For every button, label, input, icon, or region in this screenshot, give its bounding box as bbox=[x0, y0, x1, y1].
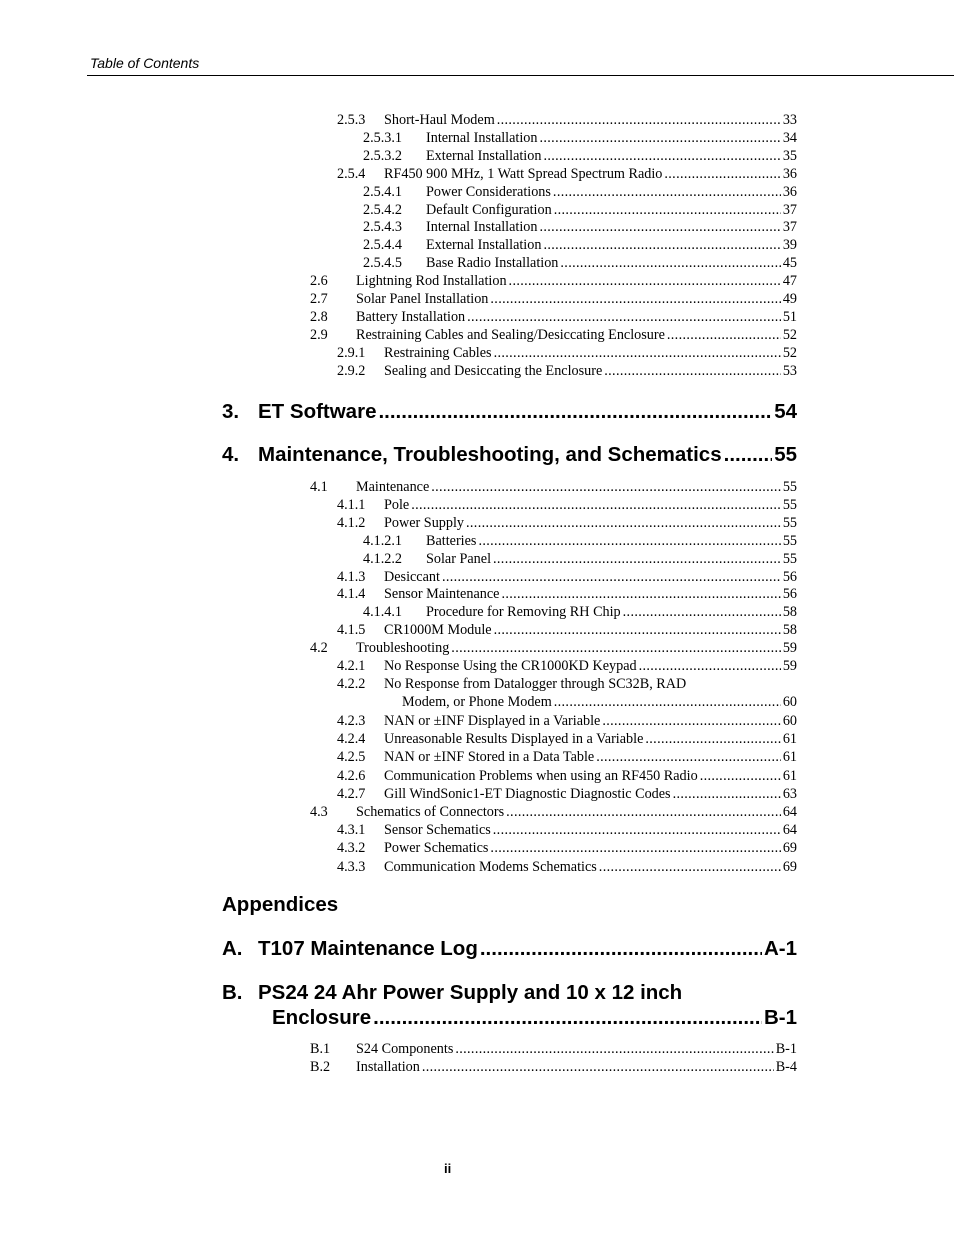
entry-title: No Response Using the CR1000KD Keypad bbox=[384, 658, 637, 674]
dot-leader bbox=[724, 442, 773, 468]
entry-title: NAN or ±INF Displayed in a Variable bbox=[384, 713, 601, 729]
entry-line bbox=[384, 514, 797, 532]
entry-title: External Installation bbox=[426, 147, 542, 164]
entry-line bbox=[426, 603, 797, 621]
entry-title: External Installation bbox=[426, 237, 542, 254]
entry-page: 45 bbox=[782, 255, 797, 272]
toc-entry[interactable] bbox=[0, 1040, 954, 1058]
toc-entry[interactable] bbox=[0, 165, 954, 183]
toc-entry[interactable] bbox=[0, 821, 954, 839]
entry-title: NAN or ±INF Stored in a Data Table bbox=[384, 749, 595, 766]
entry-title: RF450 900 MHz, 1 Watt Spread Spectrum Radio bbox=[384, 165, 663, 182]
toc-entry[interactable] bbox=[0, 514, 954, 532]
dot-leader bbox=[554, 693, 781, 711]
appendix-title: T107 Maintenance Log bbox=[258, 937, 478, 960]
entry-title: Sealing and Desiccating the Enclosure bbox=[384, 362, 603, 379]
toc-entry[interactable] bbox=[0, 218, 954, 236]
toc-entry[interactable] bbox=[0, 308, 954, 326]
entry-line bbox=[426, 236, 797, 254]
dot-leader bbox=[560, 254, 780, 272]
dot-leader bbox=[509, 272, 781, 290]
entry-title: Internal Installation bbox=[426, 219, 538, 236]
entry-line bbox=[426, 129, 797, 147]
entry-line bbox=[356, 326, 797, 344]
entry-number: 2.9.1 bbox=[337, 344, 366, 361]
entry-page: 49 bbox=[782, 291, 797, 307]
entry-line bbox=[356, 308, 797, 326]
entry-title: Desiccant bbox=[384, 568, 440, 585]
entry-line bbox=[426, 147, 797, 165]
toc-entry[interactable] bbox=[0, 478, 954, 496]
entry-title: Power Considerations bbox=[426, 183, 551, 200]
entry-number: 2.9.2 bbox=[337, 362, 366, 379]
entry-title: Communication Modems Schematics bbox=[384, 858, 597, 875]
entry-page: 55 bbox=[782, 479, 797, 495]
entry-number: 2.9 bbox=[310, 326, 328, 343]
entry-line bbox=[356, 1040, 797, 1058]
chapter-title: ET Software bbox=[258, 400, 377, 423]
entry-title: Short-Haul Modem bbox=[384, 112, 495, 128]
entry-line bbox=[384, 568, 797, 586]
entry-title: Internal Installation bbox=[426, 129, 538, 146]
entry-page: 61 bbox=[782, 749, 797, 766]
entry-title: Default Configuration bbox=[426, 201, 552, 218]
toc-entry[interactable] bbox=[0, 183, 954, 201]
dot-leader bbox=[497, 111, 781, 129]
toc-entry[interactable] bbox=[0, 785, 954, 803]
entry-page: 52 bbox=[782, 344, 797, 361]
toc-entry[interactable] bbox=[0, 496, 954, 514]
entry-number: 4.1.3 bbox=[337, 568, 366, 585]
entry-line bbox=[384, 496, 797, 514]
dot-leader bbox=[490, 290, 780, 308]
entry-line bbox=[384, 767, 797, 785]
toc-entry[interactable] bbox=[0, 147, 954, 165]
toc-entry[interactable] bbox=[0, 585, 954, 603]
entry-title: Power Supply bbox=[384, 514, 465, 531]
dot-leader bbox=[604, 362, 781, 380]
chapter-page: 55 bbox=[774, 443, 797, 466]
entry-title-line-2: Modem, or Phone Modem bbox=[402, 694, 552, 710]
dot-leader bbox=[442, 568, 781, 586]
dot-leader bbox=[596, 748, 781, 766]
toc-entry[interactable] bbox=[0, 254, 954, 272]
entry-line bbox=[426, 201, 797, 219]
entry-page: 35 bbox=[782, 147, 797, 164]
entry-line bbox=[384, 657, 797, 675]
appendix-letter: A. bbox=[222, 937, 243, 960]
toc-entry[interactable] bbox=[0, 362, 954, 380]
dot-leader bbox=[645, 730, 780, 748]
entry-title: Gill WindSonic1-ET Diagnostic Diagnostic Codes bbox=[384, 785, 671, 802]
toc-entry[interactable] bbox=[0, 532, 954, 550]
appendix-letter: B. bbox=[222, 981, 243, 1004]
dot-leader bbox=[411, 496, 781, 514]
appendix-a-heading[interactable] bbox=[222, 936, 797, 962]
entry-page: 59 bbox=[782, 640, 797, 657]
chapter-4-heading[interactable] bbox=[222, 442, 797, 468]
entry-number: 4.3.2 bbox=[337, 840, 366, 857]
entry-line bbox=[384, 821, 797, 839]
entry-number: 2.8 bbox=[310, 308, 328, 325]
dot-leader bbox=[431, 478, 781, 496]
toc-entry[interactable] bbox=[0, 236, 954, 254]
entry-title: Schematics of Connectors bbox=[356, 804, 505, 820]
entry-line bbox=[384, 730, 797, 748]
dot-leader bbox=[554, 201, 781, 219]
dot-leader bbox=[494, 344, 781, 362]
toc-entry[interactable] bbox=[0, 272, 954, 290]
entry-number: B.1 bbox=[310, 1041, 331, 1057]
entry-title: Sensor Schematics bbox=[384, 822, 491, 839]
toc-entry[interactable] bbox=[0, 639, 954, 657]
entry-title: Base Radio Installation bbox=[426, 255, 559, 272]
toc-entry[interactable] bbox=[0, 568, 954, 586]
entry-line bbox=[384, 344, 797, 362]
toc-entry[interactable] bbox=[0, 550, 954, 568]
entry-number: 4.3.3 bbox=[337, 858, 366, 875]
entry-page: 37 bbox=[782, 201, 797, 218]
toc-entry[interactable] bbox=[0, 730, 954, 748]
entry-page: 36 bbox=[782, 165, 797, 182]
chapter-number: 3. bbox=[222, 400, 240, 423]
entry-number: 4.1.2.1 bbox=[363, 532, 403, 549]
entry-number: 4.1.4 bbox=[337, 586, 366, 603]
entry-title: Restraining Cables and Sealing/Desiccating Enclosure bbox=[356, 326, 665, 343]
entry-page: 51 bbox=[782, 308, 797, 325]
dot-leader bbox=[478, 532, 780, 550]
dot-leader bbox=[664, 165, 780, 183]
entry-page: 61 bbox=[782, 767, 797, 784]
entry-number: 4.1.2.2 bbox=[363, 550, 403, 567]
toc-entry[interactable] bbox=[0, 344, 954, 362]
appendices-title: Appendices bbox=[222, 893, 339, 916]
entry-line bbox=[426, 532, 797, 550]
entry-title: S24 Components bbox=[356, 1041, 454, 1057]
toc-entry[interactable] bbox=[0, 839, 954, 857]
toc-entry-4-2-2-continued[interactable] bbox=[402, 693, 797, 711]
entry-title: Power Schematics bbox=[384, 840, 489, 857]
dot-leader bbox=[451, 639, 781, 657]
entry-line bbox=[384, 111, 797, 129]
dot-leader bbox=[378, 399, 772, 425]
dot-leader bbox=[455, 1040, 773, 1058]
entry-line bbox=[356, 272, 797, 290]
entry-title: CR1000M Module bbox=[384, 622, 492, 639]
entry-number: 4.2.3 bbox=[337, 713, 366, 729]
entry-number: 4.2.7 bbox=[337, 785, 366, 802]
entry-number: 2.5.4.5 bbox=[363, 255, 403, 272]
appendix-page: B-1 bbox=[763, 1006, 797, 1029]
entry-number: 4.2 bbox=[310, 640, 328, 657]
appendix-b-heading-continued[interactable] bbox=[272, 1005, 797, 1031]
entry-title: Troubleshooting bbox=[356, 640, 450, 657]
page-number: ii bbox=[444, 1161, 452, 1176]
entry-page: B-4 bbox=[775, 1059, 797, 1075]
entry-number: B.2 bbox=[310, 1059, 331, 1075]
entry-page: B-1 bbox=[775, 1041, 797, 1057]
entry-title: Battery Installation bbox=[356, 308, 466, 325]
dot-leader bbox=[493, 821, 781, 839]
appendix-page: A-1 bbox=[763, 937, 797, 960]
entry-page: 64 bbox=[782, 822, 797, 839]
entry-number: 4.2.4 bbox=[337, 731, 366, 748]
dot-leader bbox=[422, 1058, 774, 1076]
entry-title: Unreasonable Results Displayed in a Variable bbox=[384, 731, 644, 748]
entry-number: 2.5.4 bbox=[337, 165, 366, 182]
entry-number: 4.3.1 bbox=[337, 822, 366, 839]
toc-entry[interactable] bbox=[0, 858, 954, 876]
entry-number: 4.1 bbox=[310, 479, 328, 495]
entry-line bbox=[384, 712, 797, 730]
entry-number: 4.2.2 bbox=[337, 676, 366, 692]
entry-line bbox=[356, 478, 797, 496]
entry-number: 2.5.4.2 bbox=[363, 201, 403, 218]
entry-number: 4.1.5 bbox=[337, 622, 366, 639]
entry-line bbox=[384, 748, 797, 766]
dot-leader bbox=[700, 767, 781, 785]
entry-line bbox=[426, 254, 797, 272]
dot-leader bbox=[540, 218, 781, 236]
toc-entry[interactable] bbox=[0, 657, 954, 675]
dot-leader bbox=[506, 803, 781, 821]
entry-page: 58 bbox=[782, 604, 797, 621]
dot-leader bbox=[667, 326, 781, 344]
running-header: Table of Contents bbox=[90, 55, 200, 71]
entry-line bbox=[356, 803, 797, 821]
dot-leader bbox=[494, 621, 781, 639]
entry-page: 37 bbox=[782, 219, 797, 236]
entry-page: 55 bbox=[782, 550, 797, 567]
entry-page: 34 bbox=[782, 129, 797, 146]
entry-page: 60 bbox=[782, 713, 797, 729]
entry-line bbox=[384, 858, 797, 876]
dot-leader bbox=[467, 308, 781, 326]
entry-number: 2.5.3.2 bbox=[363, 147, 403, 164]
dot-leader bbox=[466, 514, 781, 532]
entry-title: Batteries bbox=[426, 532, 477, 549]
entry-page: 36 bbox=[782, 183, 797, 200]
toc-entry[interactable] bbox=[0, 712, 954, 730]
entry-page: 47 bbox=[782, 273, 797, 290]
entry-title: Procedure for Removing RH Chip bbox=[426, 604, 621, 621]
entry-title: Lightning Rod Installation bbox=[356, 273, 507, 290]
dot-leader bbox=[540, 129, 781, 147]
dot-leader bbox=[501, 585, 780, 603]
entry-page: 39 bbox=[782, 237, 797, 254]
entry-number: 2.5.4.4 bbox=[363, 237, 403, 254]
entry-page: 33 bbox=[782, 112, 797, 128]
entry-title: Maintenance bbox=[356, 479, 430, 495]
toc-entry[interactable] bbox=[0, 201, 954, 219]
entry-title: Restraining Cables bbox=[384, 344, 492, 361]
entry-page: 60 bbox=[782, 694, 797, 710]
toc-entry[interactable] bbox=[0, 767, 954, 785]
appendix-title-line-1: PS24 24 Ahr Power Supply and 10 x 12 inch bbox=[258, 981, 683, 1004]
entry-title: Installation bbox=[356, 1059, 420, 1075]
toc-entry[interactable] bbox=[0, 1058, 954, 1076]
entry-number: 4.2.5 bbox=[337, 749, 366, 766]
entry-page: 61 bbox=[782, 731, 797, 748]
dot-leader bbox=[490, 839, 780, 857]
entry-page: 59 bbox=[782, 658, 797, 674]
entry-line bbox=[426, 550, 797, 568]
entry-number: 2.5.3.1 bbox=[363, 129, 403, 146]
appendix-title-line-2: Enclosure bbox=[272, 1006, 372, 1029]
dot-leader bbox=[639, 657, 781, 675]
entry-number: 2.5.3 bbox=[337, 112, 366, 128]
chapter-title: Maintenance, Troubleshooting, and Schematics bbox=[258, 443, 722, 466]
chapter-number: 4. bbox=[222, 443, 240, 466]
entry-page: 69 bbox=[782, 858, 797, 875]
entry-line bbox=[356, 290, 797, 308]
chapter-3-heading[interactable] bbox=[222, 399, 797, 425]
entry-page: 58 bbox=[782, 622, 797, 639]
entry-title: Communication Problems when using an RF450 Radio bbox=[384, 767, 698, 784]
entry-number: 2.5.4.3 bbox=[363, 219, 403, 236]
entry-line bbox=[426, 218, 797, 236]
toc-entry[interactable] bbox=[0, 803, 954, 821]
entry-number: 4.1.1 bbox=[337, 496, 366, 513]
entry-number: 4.2.6 bbox=[337, 767, 366, 784]
dot-leader bbox=[543, 236, 780, 254]
entry-title: Solar Panel Installation bbox=[356, 291, 489, 307]
entry-line bbox=[384, 839, 797, 857]
entry-page: 55 bbox=[782, 532, 797, 549]
toc-entry[interactable] bbox=[0, 129, 954, 147]
dot-leader bbox=[602, 712, 780, 730]
entry-page: 52 bbox=[782, 326, 797, 343]
entry-number: 2.5.4.1 bbox=[363, 183, 403, 200]
entry-line bbox=[426, 183, 797, 201]
header-rule bbox=[87, 75, 954, 76]
dot-leader bbox=[543, 147, 780, 165]
entry-page: 63 bbox=[782, 785, 797, 802]
entry-title: Solar Panel bbox=[426, 550, 492, 567]
entry-title: Sensor Maintenance bbox=[384, 586, 500, 603]
dot-leader bbox=[553, 183, 781, 201]
entry-page: 56 bbox=[782, 568, 797, 585]
entry-page: 56 bbox=[782, 586, 797, 603]
dot-leader bbox=[623, 603, 781, 621]
entry-title-line-1: No Response from Datalogger through SC32B, RAD bbox=[384, 676, 687, 692]
dot-leader bbox=[673, 785, 781, 803]
entry-page: 69 bbox=[782, 840, 797, 857]
entry-number: 4.2.1 bbox=[337, 658, 366, 674]
toc-entry[interactable] bbox=[0, 748, 954, 766]
entry-number: 2.6 bbox=[310, 273, 328, 290]
entry-page: 55 bbox=[782, 496, 797, 513]
entry-number: 4.1.4.1 bbox=[363, 604, 403, 621]
toc-entry[interactable] bbox=[0, 111, 954, 129]
entry-line bbox=[384, 362, 797, 380]
entry-line bbox=[384, 585, 797, 603]
toc-entry[interactable] bbox=[0, 290, 954, 308]
entry-page: 55 bbox=[782, 514, 797, 531]
dot-leader bbox=[480, 936, 762, 962]
chapter-page: 54 bbox=[774, 400, 797, 423]
entry-page: 53 bbox=[782, 362, 797, 379]
entry-line bbox=[384, 621, 797, 639]
toc-entry[interactable] bbox=[0, 621, 954, 639]
entry-number: 2.7 bbox=[310, 291, 328, 307]
entry-page: 64 bbox=[782, 804, 797, 820]
entry-line bbox=[356, 639, 797, 657]
toc-entry[interactable] bbox=[0, 326, 954, 344]
dot-leader bbox=[373, 1005, 762, 1031]
entry-line bbox=[384, 165, 797, 183]
entry-number: 4.3 bbox=[310, 804, 328, 820]
appendix-b-heading[interactable] bbox=[222, 980, 797, 1006]
toc-entry[interactable] bbox=[0, 603, 954, 621]
entry-title: Pole bbox=[384, 496, 410, 513]
entry-line bbox=[384, 785, 797, 803]
entry-number: 4.1.2 bbox=[337, 514, 366, 531]
dot-leader bbox=[599, 858, 781, 876]
entry-line bbox=[356, 1058, 797, 1076]
dot-leader bbox=[493, 550, 781, 568]
